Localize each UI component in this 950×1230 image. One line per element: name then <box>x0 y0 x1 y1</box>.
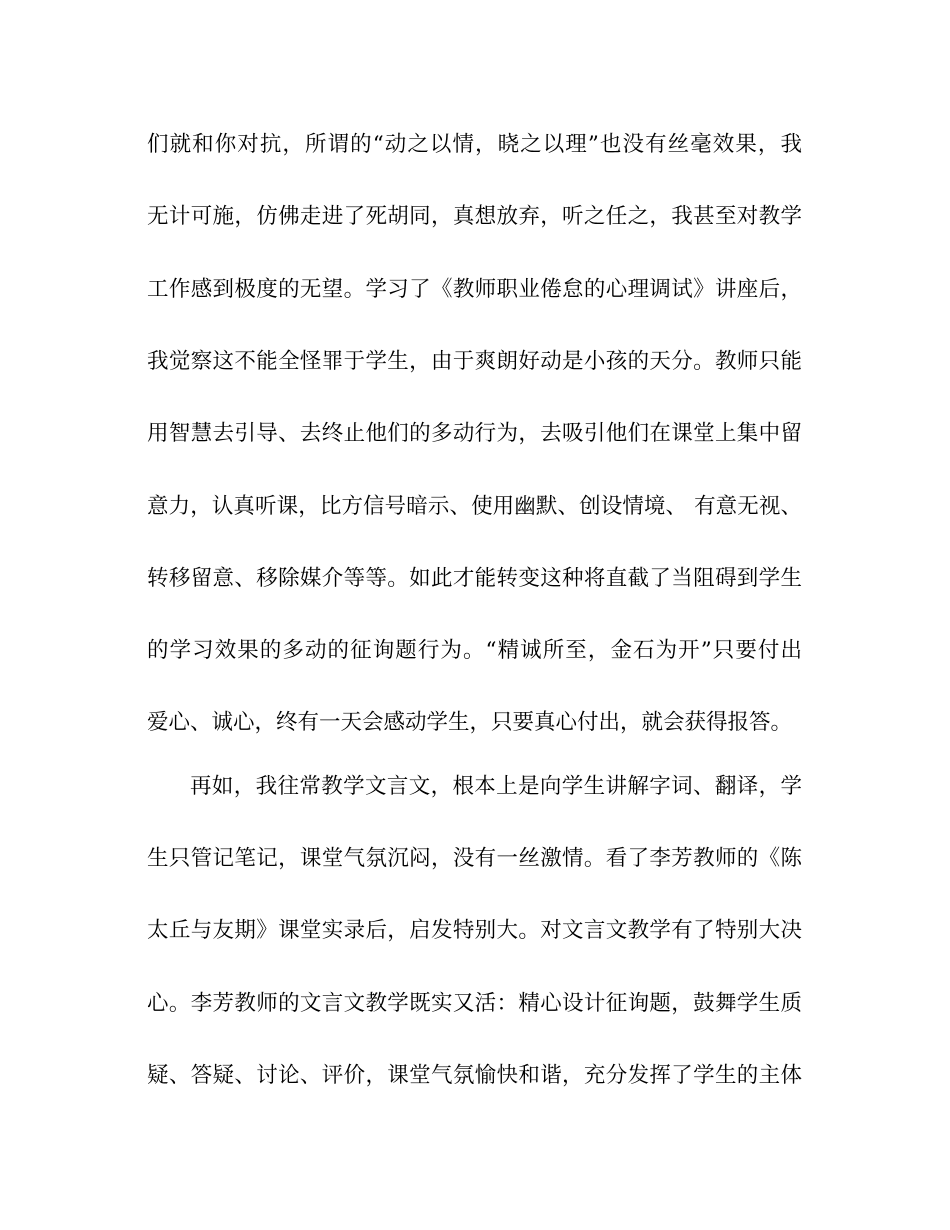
text-line-11: 生只管记笔记，课堂气氛沉闷，没有一丝激情。看了李芳教师的《陈 <box>147 846 802 871</box>
text-line-8: 的学习效果的多动的征询题行为。“精诚所至，金石为开”只要付出 <box>147 638 802 663</box>
text-line-2: 无计可施，仿佛走进了死胡同，真想放弃，听之任之，我甚至对教学 <box>147 204 802 229</box>
text-line-6: 意力，认真听课，比方信号暗示、使用幽默、创设情境、 有意无视、 <box>147 494 802 519</box>
text-line-1: 们就和你对抗，所谓的“动之以情，晓之以理”也没有丝毫效果，我 <box>147 132 802 157</box>
text-line-9: 爱心、诚心，终有一天会感动学生，只要真心付出，就会获得报答。 <box>147 710 793 735</box>
text-line-7: 转移留意、移除媒介等等。如此才能转变这种将直截了当阻碍到学生 <box>147 566 802 591</box>
text-line-12: 太丘与友期》课堂实录后，启发特别大。对文言文教学有了特别大决 <box>147 918 802 943</box>
text-line-10: 再如，我往常教学文言文，根本上是向学生讲解字词、翻译，学 <box>190 774 802 799</box>
text-line-14: 疑、答疑、讨论、评价，课堂气氛愉快和谐，充分发挥了学生的主体 <box>147 1063 802 1088</box>
text-line-5: 用智慧去引导、去终止他们的多动行为，去吸引他们在课堂上集中留 <box>147 421 802 446</box>
text-line-3: 工作感到极度的无望。学习了《教师职业倦怠的心理调试》讲座后， <box>147 277 802 302</box>
text-line-13: 心。李芳教师的文言文教学既实又活：精心设计征询题，鼓舞学生质 <box>147 991 802 1016</box>
text-line-4: 我觉察这不能全怪罪于学生，由于爽朗好动是小孩的天分。教师只能 <box>147 349 802 374</box>
